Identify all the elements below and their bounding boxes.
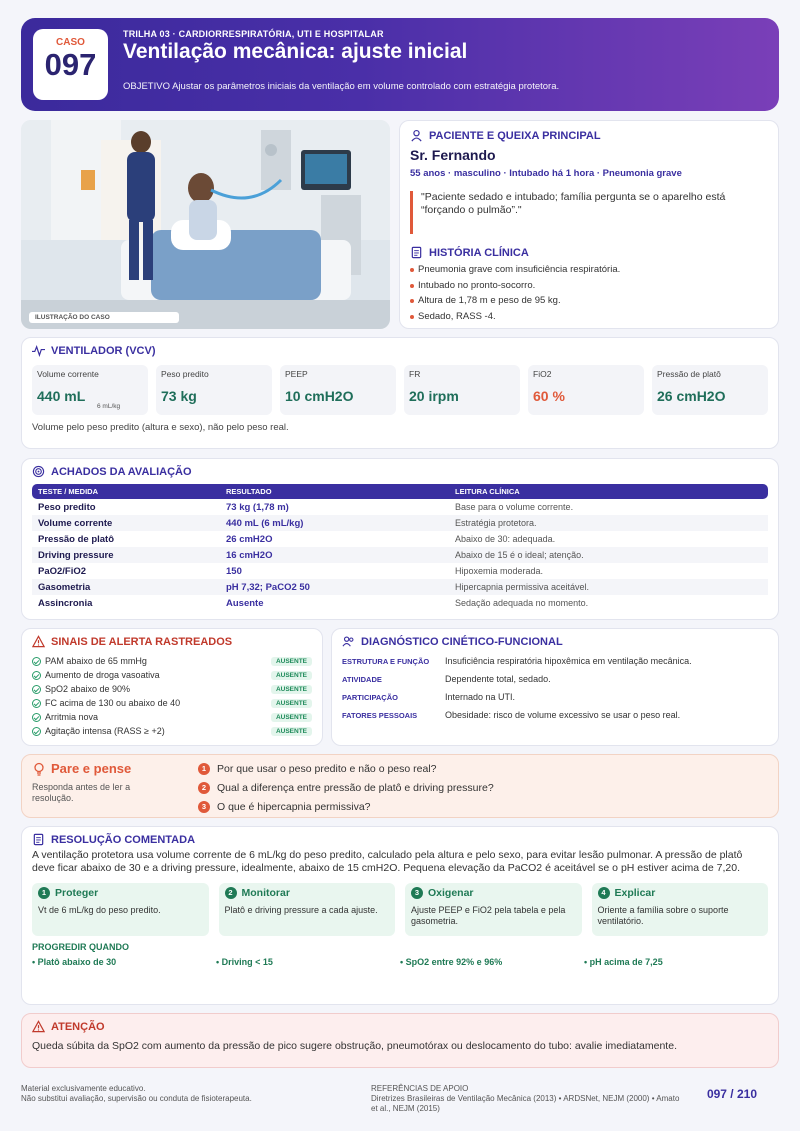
chief-complaint-quote: "Paciente sedado e intubado; família pergunta se o aparelho está “forçando o pulmão”." (410, 191, 768, 234)
diagnosis-key: ATIVIDADE (342, 675, 382, 684)
findings-section-label: ACHADOS DA AVALIAÇÃO (51, 465, 192, 478)
alert-label: FC acima de 130 ou abaixo de 40 (45, 698, 181, 708)
param-label: Peso predito (161, 369, 209, 379)
alert-list (32, 654, 312, 738)
think-title-label: Pare e pense (51, 761, 132, 776)
param-label: Volume corrente (37, 369, 99, 379)
param-value: 26 cmH2O (657, 388, 726, 404)
history-section-label: HISTÓRIA CLÍNICA (429, 246, 529, 259)
objective-text: OBJETIVO Ajustar os parâmetros iniciais da ventilação em volume controlado com estratégia protetora. (123, 81, 560, 92)
document-icon (32, 833, 45, 846)
footer-references (371, 1084, 681, 1114)
diagnosis-key: PARTICIPAÇÃO (342, 693, 398, 702)
diagnosis-row (342, 710, 768, 720)
step-text: Oriente a família sobre o suporte ventilatório. (597, 905, 729, 926)
column-header: LEITURA CLÍNICA (449, 484, 768, 499)
status-badge: AUSENTE (271, 727, 312, 736)
case-badge (33, 29, 108, 100)
ventilator-params (32, 365, 768, 415)
table-row (32, 515, 768, 531)
progress-title: PROGREDIR QUANDO (32, 942, 130, 952)
question-item (198, 759, 494, 778)
table-cell: 440 mL (6 mL/kg) (220, 515, 449, 531)
attention-section-title (32, 1020, 768, 1033)
diagnosis-value: Internado na UTI. (445, 692, 516, 702)
progress-item: • SpO2 entre 92% e 96% (400, 957, 584, 967)
question-item (198, 778, 494, 797)
table-cell: Estratégia protetora. (449, 515, 768, 531)
question-text: Por que usar o peso predito e não o peso real? (217, 762, 437, 775)
check-circle-icon (32, 727, 41, 736)
param-predicted-weight (156, 365, 272, 415)
patient-section-label: PACIENTE E QUEIXA PRINCIPAL (429, 129, 601, 142)
status-badge: AUSENTE (271, 685, 312, 694)
table-cell: Base para o volume corrente. (455, 502, 574, 512)
step-text: Vt de 6 mL/kg do peso predito. (38, 905, 161, 915)
diagnosis-row (342, 674, 768, 684)
param-value: 10 cmH2O (285, 388, 354, 404)
status-badge: AUSENTE (271, 671, 312, 680)
column-header: TESTE / MEDIDA (32, 484, 220, 499)
param-label: Pressão de platô (657, 369, 721, 379)
progress-item: • Platô abaixo de 30 (32, 957, 216, 967)
patient-section-title (410, 129, 768, 142)
alert-signs-card (21, 628, 323, 746)
table-row (32, 531, 768, 547)
history-item: Intubado no pronto-socorro. (410, 278, 768, 294)
table-cell: 26 cmH2O (226, 533, 273, 545)
table-cell: 73 kg (1,78 m) (226, 501, 289, 513)
alert-label: Agitação intensa (RASS ≥ +2) (45, 726, 165, 736)
case-illustration (21, 120, 390, 329)
table-cell: 150 (226, 565, 242, 577)
ventilator-section-title (32, 344, 768, 357)
alert-item (32, 654, 312, 668)
disclaimer-line: Material exclusivamente educativo. (21, 1084, 146, 1093)
question-number: 2 (198, 782, 210, 794)
warning-icon (32, 1020, 45, 1033)
alert-item (32, 710, 312, 724)
table-cell: Hipoxemia moderada. (455, 566, 544, 576)
diagnosis-card (331, 628, 779, 746)
progress-item: • Driving < 15 (216, 957, 400, 967)
patient-card (399, 120, 779, 329)
diagnosis-row (342, 692, 768, 702)
case-number: 097 (44, 47, 97, 82)
param-value: 20 irpm (409, 388, 459, 404)
resolution-section-label: RESOLUÇÃO COMENTADA (51, 833, 196, 846)
stop-and-think-card (21, 754, 779, 818)
param-label: FR (409, 369, 421, 379)
alerts-section-label: SINAIS DE ALERTA RASTREADOS (51, 635, 233, 648)
diagnosis-section-label: DIAGNÓSTICO CINÉTICO-FUNCIONAL (361, 635, 563, 648)
step-text: Ajuste PEEP e FiO2 pela tabela e pela gasometria. (411, 905, 566, 926)
table-row (32, 547, 768, 563)
history-item: Sedado, RASS -4. (410, 309, 768, 325)
table-cell: Pressão de platô (38, 533, 115, 545)
alert-label: SpO2 abaixo de 90% (45, 684, 131, 694)
alert-item (32, 668, 312, 682)
ventilator-section-label: VENTILADOR (VCV) (51, 344, 156, 357)
step-title: Oxigenar (428, 887, 474, 899)
param-peep (280, 365, 396, 415)
diagnosis-key: FATORES PESSOAIS (342, 711, 418, 720)
table-row (32, 499, 768, 515)
param-value: 60 % (533, 388, 565, 404)
check-circle-icon (32, 671, 41, 680)
footer-disclaimer (21, 1084, 252, 1104)
hospital-scene-image (21, 120, 390, 329)
step-card (32, 883, 209, 936)
table-cell: Hipercapnia permissiva aceitável. (449, 579, 768, 595)
resolution-steps (32, 883, 768, 936)
history-item: Altura de 1,78 m e peso de 95 kg. (410, 293, 768, 309)
references-text: Diretrizes Brasileiras de Ventilação Mecânica (2013) • ARDSNet, NEJM (2000) • Amato et al., NEJM (2015) (371, 1094, 680, 1113)
history-section-title (410, 246, 768, 259)
findings-card (21, 458, 779, 620)
table-cell: Abaixo de 15 é o ideal; atenção. (449, 547, 768, 563)
check-circle-icon (32, 685, 41, 694)
status-badge: AUSENTE (271, 657, 312, 666)
step-card (592, 883, 769, 936)
step-card (405, 883, 582, 936)
page-title: Ventilação mecânica: ajuste inicial (123, 40, 468, 63)
table-cell: Volume corrente (32, 515, 220, 531)
patient-meta: 55 anos · masculino · Intubado há 1 hora · Pneumonia grave (410, 168, 682, 179)
trail-label: TRILHA 03 · CARDIORRESPIRATÓRIA, UTI E HOSPITALAR (123, 29, 384, 39)
lightbulb-icon (32, 762, 46, 776)
clinical-history (410, 246, 768, 324)
resolution-text: A ventilação protetora usa volume corrente de 6 mL/kg do peso predito, calculado pela altura e pelo sexo, para evitar lesão pulmonar. A pressão de platô deve ficar abaixo de 30 e a driving pressure, idealmente, abaixo de 15 cmH2O. Pequena elevação da PaCO2 é aceitável se o pH estiver acima de 7,20. (32, 849, 743, 874)
param-fr (404, 365, 520, 415)
table-header-row (32, 484, 768, 499)
history-item: Pneumonia grave com insuficiência respiratória. (410, 262, 768, 278)
table-cell: 16 cmH2O (220, 547, 449, 563)
resolution-card (21, 826, 779, 1005)
page-footer (21, 1084, 779, 1116)
page-number: 097 / 210 (706, 1087, 757, 1101)
table-cell: Abaixo de 30: adequada. (455, 534, 556, 544)
status-badge: AUSENTE (271, 699, 312, 708)
attention-section-label: ATENÇÃO (51, 1020, 105, 1033)
attention-text: Queda súbita da SpO2 com aumento da pressão de pico sugere obstrução, pneumotórax ou deslocamento do tubo: avalie imediatamente. (32, 1040, 677, 1052)
attention-card (21, 1013, 779, 1068)
question-text: Qual a diferença entre pressão de platô e driving pressure? (217, 781, 494, 794)
ventilator-card (21, 337, 779, 449)
param-fio2 (528, 365, 644, 415)
people-icon (342, 635, 355, 648)
table-row (32, 563, 768, 579)
table-cell: Peso predito (38, 501, 96, 513)
progress-item: • pH acima de 7,25 (584, 957, 768, 967)
question-list (198, 759, 494, 816)
param-sub: 6 mL/kg (97, 403, 121, 410)
person-icon (410, 129, 423, 142)
check-circle-icon (32, 699, 41, 708)
table-row (32, 579, 768, 595)
diagnosis-key: ESTRUTURA E FUNÇÃO (342, 657, 430, 666)
status-badge: AUSENTE (271, 713, 312, 722)
column-header: RESULTADO (220, 484, 449, 499)
warning-icon (32, 635, 45, 648)
think-subtitle: Responda antes de ler a resolução. (32, 782, 131, 803)
table-cell: Ausente (226, 597, 264, 609)
step-number: 2 (225, 887, 237, 899)
illustration-caption: ILUSTRAÇÃO DO CASO (29, 312, 179, 323)
check-circle-icon (32, 657, 41, 666)
findings-table (32, 484, 768, 611)
findings-section-title (32, 465, 768, 478)
param-tidal-volume (32, 365, 148, 415)
table-cell: Assincronia (38, 597, 93, 609)
question-item (198, 797, 494, 816)
step-text: Platô e driving pressure a cada ajuste. (224, 905, 378, 915)
alert-item (32, 724, 312, 738)
table-cell: Driving pressure (32, 547, 220, 563)
check-circle-icon (32, 713, 41, 722)
alerts-section-title (32, 635, 312, 648)
table-cell: Gasometria (32, 579, 220, 595)
table-row (32, 595, 768, 611)
resolution-section-title (32, 833, 768, 846)
case-label: CASO (56, 37, 85, 48)
references-title: REFERÊNCIAS DE APOIO (371, 1084, 469, 1093)
alert-label: Aumento de droga vasoativa (45, 670, 160, 680)
param-label: FiO2 (533, 369, 552, 379)
progress-criteria (32, 957, 768, 967)
alert-item (32, 682, 312, 696)
pulse-icon (32, 344, 45, 357)
question-number: 1 (198, 763, 210, 775)
table-cell: pH 7,32; PaCO2 50 (220, 579, 449, 595)
step-number: 4 (598, 887, 610, 899)
step-number: 3 (411, 887, 423, 899)
param-value: 440 mL (37, 388, 86, 404)
step-card (219, 883, 396, 936)
question-number: 3 (198, 801, 210, 813)
step-title: Monitorar (241, 887, 290, 899)
diagnosis-row (342, 656, 768, 666)
param-value: 73 kg (161, 388, 197, 404)
question-text: O que é hipercapnia permissiva? (217, 800, 371, 813)
diagnosis-value: Insuficiência respiratória hipoxêmica em ventilação mecânica. (445, 656, 692, 666)
diagnosis-section-title (342, 635, 768, 648)
document-icon (410, 246, 423, 259)
alert-item (32, 696, 312, 710)
param-plateau-pressure (652, 365, 768, 415)
param-label: PEEP (285, 369, 308, 379)
diagnosis-value: Dependente total, sedado. (445, 674, 551, 684)
disclaimer-line: Não substitui avaliação, supervisão ou conduta de fisioterapeuta. (21, 1094, 252, 1103)
step-number: 1 (38, 887, 50, 899)
alert-label: Arritmia nova (45, 712, 99, 722)
ventilator-note: Volume pelo peso predito (altura e sexo), não pelo peso real. (32, 422, 289, 433)
case-header (21, 18, 779, 111)
target-icon (32, 465, 45, 478)
step-title: Proteger (55, 887, 99, 899)
diagnosis-value: Obesidade: risco de volume excessivo se usar o peso real. (445, 710, 681, 720)
step-title: Explicar (614, 887, 656, 899)
table-cell: Sedação adequada no momento. (455, 598, 589, 608)
alert-label: PAM abaixo de 65 mmHg (45, 656, 147, 666)
patient-name: Sr. Fernando (410, 147, 496, 163)
table-cell: PaO2/FiO2 (38, 565, 87, 577)
